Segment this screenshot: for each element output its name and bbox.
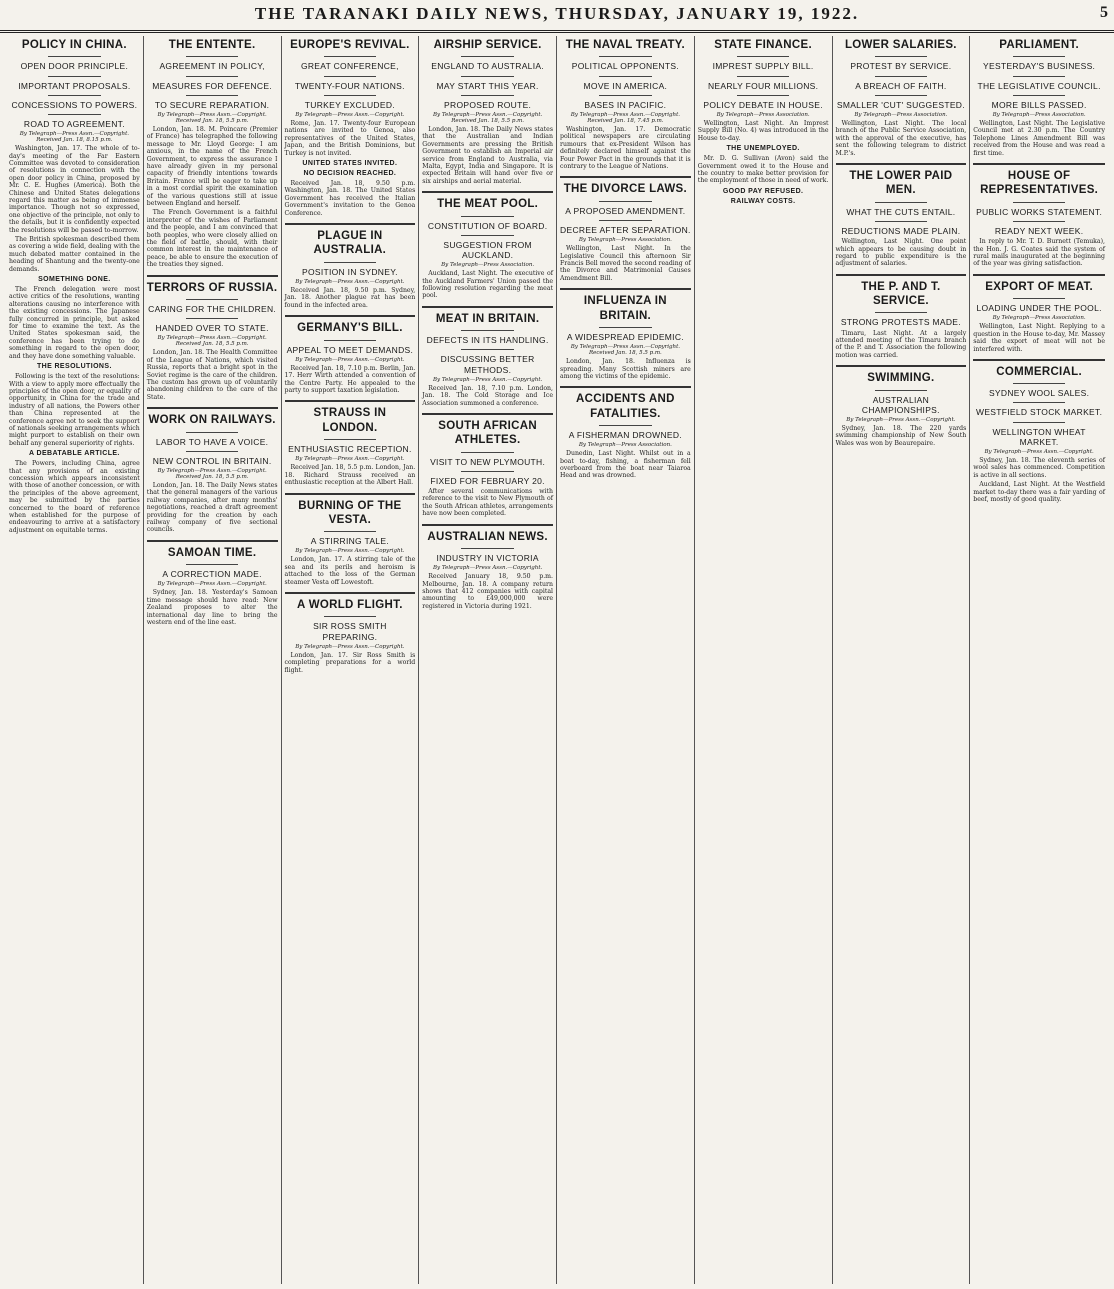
article-headline: STRAUSS IN LONDON. xyxy=(313,407,387,434)
article-subheading: WHAT THE CUTS ENTAIL. xyxy=(846,206,956,217)
wire-credit: By Telegraph—Press Association. xyxy=(854,111,948,118)
article-subheading: A FISHERMAN DROWNED. xyxy=(568,430,682,441)
article-subheading: WELLINGTON WHEAT MARKET. xyxy=(992,426,1086,447)
masthead-title: THE TARANAKI DAILY NEWS, THURSDAY, JANUARY 19, 1922. xyxy=(254,4,860,23)
section-divider xyxy=(285,315,416,317)
headline-rule xyxy=(1013,95,1066,96)
headline-rule xyxy=(875,221,927,222)
article-subheading: PROTEST BY SERVICE. xyxy=(850,61,952,72)
article-subheading: PUBLIC WORKS STATEMENT. xyxy=(976,206,1103,217)
headline-rule xyxy=(461,76,513,77)
headline-rule xyxy=(48,95,100,96)
headline-rule xyxy=(324,616,376,617)
article-subheading: YESTERDAY'S BUSINESS. xyxy=(983,61,1096,72)
article-subheading: A PROPOSED AMENDMENT. xyxy=(565,205,686,216)
article-paragraph: The French delegation were most active critics of the resolutions, wanting alterations causing no interference with the existing concessions. The Japanese fully concurred in principle, but asked for time to examine the text. As the United States spokesman said, the conference has been trying to do something in regard to the open door, and they have done something valuable. xyxy=(9,286,140,360)
article-subheading: MEASURES FOR DEFENCE. xyxy=(152,80,272,91)
article-subheading: VISIT TO NEW PLYMOUTH. xyxy=(430,456,546,467)
article-headline: THE MEAT POOL. xyxy=(437,198,539,211)
headline-rule xyxy=(186,76,238,77)
article-paragraph: The British spokesman described them as covering a wide field, dealing with the much debated matter contained in the heading of Shantung and the twenty-one demands. xyxy=(9,236,140,273)
headline-rule xyxy=(599,76,651,77)
section-divider xyxy=(285,592,416,594)
article-subheading: LOADING UNDER THE POOL. xyxy=(976,303,1102,314)
article-paragraph: Following is the text of the resolutions: With a view to apply more effectually the principles of the open door, or equality of opportunity, in China for the trade and industry of all nations, the Powers other than China represented at the conference agree not to seek the support of nationals seeking arrangements which might purport to establish on their own behalf any general superiority of rights. xyxy=(9,373,140,447)
column-3 xyxy=(282,36,420,1284)
headline-rule xyxy=(461,548,513,549)
headline-rule xyxy=(324,531,376,532)
article-subheading: FIXED FOR FEBRUARY 20. xyxy=(430,475,545,486)
wire-credit: By Telegraph—Press Assn.—Copyright. Received Jan. 18, 5.5 p.m. xyxy=(570,344,681,357)
article-headline: THE NAVAL TREATY. xyxy=(565,39,685,51)
article-subheading: DEFECTS IN ITS HANDLING. xyxy=(426,335,549,346)
section-divider xyxy=(147,540,278,542)
article-subheading: POLICY DEBATE IN HOUSE. xyxy=(703,99,823,110)
article-subheading: IMPORTANT PROPOSALS. xyxy=(18,80,131,91)
article-paragraph: Timaru, Last Night. At a largely attended meeting of the Timaru branch of the P. and T. Association the following motion was carried. xyxy=(835,329,967,359)
article-paragraph: London, Jan. 17. Sir Ross Smith is completing preparations for a world flight. xyxy=(284,651,416,674)
article-subheading: TURKEY EXCLUDED. xyxy=(304,99,395,110)
article-headline: GERMANY'S BILL. xyxy=(297,322,403,335)
column-1 xyxy=(6,36,144,1284)
wire-credit: By Telegraph—Press Association. xyxy=(578,237,672,244)
section-divider xyxy=(422,413,553,415)
headline-rule xyxy=(186,432,238,433)
article-subheading: CARING FOR THE CHILDREN. xyxy=(148,304,277,315)
article-paragraph: Washington, Jan. 17. Democratic political newspapers are circulating rumours that ex-President Wilson has definitely declared himself against the Four Power Pact in the grounds that it is contrary to the League of Nations. xyxy=(560,125,691,170)
section-divider xyxy=(973,274,1105,276)
section-divider xyxy=(836,163,967,165)
headline-rule xyxy=(599,201,651,202)
headline-rule xyxy=(875,202,927,203)
wire-credit: By Telegraph—Press Assn.—Copyright. xyxy=(295,548,405,555)
article-paragraph: London, Jan. 18. Influenza is spreading. Many Scottish miners are among the victims of the epidemic. xyxy=(560,358,691,380)
article-paragraph: Auckland, Last Night. The executive of the Auckland Farmers' Union passed the following resolution regarding the meat pool. xyxy=(422,270,553,300)
headline-rule xyxy=(324,439,376,440)
inline-subheading: THE UNEMPLOYED. xyxy=(726,145,800,153)
headline-rule xyxy=(461,235,513,236)
headline-rule xyxy=(461,216,513,217)
column-2 xyxy=(144,36,282,1284)
inline-subheading: THE RESOLUTIONS. xyxy=(36,363,112,371)
article-headline: THE P. AND T. SERVICE. xyxy=(861,280,941,308)
article-headline: A WORLD FLIGHT. xyxy=(297,599,403,612)
article-headline: ACCIDENTS AND FATALITIES. xyxy=(576,393,675,420)
article-paragraph: After several communications with reference to the visit to New Plymouth of the South African athletes, arrangements have now been completed. xyxy=(422,488,553,518)
article-subheading: ENGLAND TO AUSTRALIA. xyxy=(431,61,544,72)
wire-credit: By Telegraph—Press Assn.—Copyright. xyxy=(984,449,1094,456)
article-subheading: DISCUSSING BETTER METHODS. xyxy=(440,354,535,375)
headline-rule xyxy=(186,299,238,300)
article-subheading: A WIDESPREAD EPIDEMIC. xyxy=(566,331,684,342)
headline-rule xyxy=(324,262,376,263)
article-subheading: TWENTY-FOUR NATIONS. xyxy=(294,80,405,91)
article-subheading: TO SECURE REPARATION. xyxy=(154,99,270,110)
headline-rule xyxy=(1013,202,1066,203)
wire-credit: By Telegraph—Press Assn.—Copyright. xyxy=(295,643,405,650)
inline-subheading: A DEBATABLE ARTICLE. xyxy=(28,450,120,458)
headline-rule xyxy=(599,220,651,221)
column-6 xyxy=(695,36,833,1284)
section-divider xyxy=(147,275,278,277)
wire-credit: By Telegraph—Press Association. xyxy=(992,111,1086,118)
article-paragraph: The French Government is a faithful interpreter of the wishes of Parliament and the people, and I am convinced that both peoples, who were closely allied on the field of battle, should, with their common interest in the maintenance of peace, be able to ensure the execution of the treaties they signed. xyxy=(146,209,278,269)
headline-rule xyxy=(737,56,789,57)
headline-rule xyxy=(186,318,238,319)
column-8 xyxy=(970,36,1108,1284)
headline-rule xyxy=(599,95,651,96)
headline-rule xyxy=(737,95,789,96)
article-paragraph: Auckland, Last Night. At the Westfield market to-day there was a fair yarding of beef, mostly of good quality. xyxy=(973,481,1105,504)
column-7 xyxy=(833,36,971,1284)
section-divider xyxy=(422,306,553,308)
masthead xyxy=(0,0,1114,33)
wire-credit: By Telegraph—Press Assn.—Copyright. xyxy=(295,278,405,285)
article-subheading: APPEAL TO MEET DEMANDS. xyxy=(286,344,414,355)
section-divider xyxy=(560,176,691,178)
wire-credit: By Telegraph—Press Assn.—Copyright. xyxy=(846,417,956,424)
headline-rule xyxy=(599,327,651,328)
wire-credit: By Telegraph—Press Assn.—Copyright. xyxy=(295,456,405,463)
headline-rule xyxy=(875,312,927,313)
article-headline: WORK ON RAILWAYS. xyxy=(148,414,276,427)
article-paragraph: Mr. D. G. Sullivan (Avon) said the Government owed it to the House and the country to make better provision for the employment of those in need of work. xyxy=(697,155,829,185)
article-paragraph: Received Jan. 18, 9.50 p.m. Sydney, Jan. 18. Another plague rat has been found in the infected area. xyxy=(284,286,416,309)
article-headline: TERRORS OF RUSSIA. xyxy=(146,281,278,294)
article-paragraph: London, Jan. 18. The Daily News states that the Australian and Indian Governments are pressing the British Government to establish an Imperial air service from England to Australia, via Malta, Egypt, India and Singapore. It is expected Britain will hand over five or six airships and aerial material. xyxy=(422,125,553,185)
article-subheading: NEW CONTROL IN BRITAIN. xyxy=(152,455,272,466)
article-subheading: BASES IN PACIFIC. xyxy=(584,99,667,110)
article-paragraph: London, Jan. 18. The Health Committee of the League of Nations, which visited Russia, reports that a bright spot in the Soviet regime is the care of the children. The custom has grown up of voluntarily abandoning children to the care of the State. xyxy=(146,349,278,401)
wire-credit: By Telegraph—Press Assn.—Copyright. xyxy=(157,581,267,588)
column-5 xyxy=(557,36,695,1284)
article-headline: LOWER SALARIES. xyxy=(844,39,957,51)
article-paragraph: Wellington, Last Night. Replying to a question in the House to-day, Mr. Massey said the export of meat will not be interfered with. xyxy=(973,323,1105,353)
section-divider xyxy=(147,407,278,409)
article-subheading: DECREE AFTER SEPARATION. xyxy=(560,224,691,235)
article-subheading: CONCESSIONS TO POWERS. xyxy=(11,99,138,110)
wire-credit: By Telegraph—Press Assn.—Copyright. Received Jan. 18, 8.15 p.m. xyxy=(19,131,130,144)
article-subheading: A CORRECTION MADE. xyxy=(162,569,262,580)
article-subheading: THE LEGISLATIVE COUNCIL. xyxy=(977,80,1101,91)
article-subheading: NEARLY FOUR MILLIONS. xyxy=(707,80,819,91)
headline-rule xyxy=(599,56,651,57)
headline-rule xyxy=(875,76,927,77)
section-divider xyxy=(973,359,1105,361)
headline-rule xyxy=(1013,56,1066,57)
article-paragraph: Rome, Jan. 17. Twenty-four European nations are invited to Genoa, also representatives of the United States, Japan, and the British Dominions, but Turkey is not invited. xyxy=(284,119,416,157)
inline-subheading: UNITED STATES INVITED. xyxy=(302,159,398,167)
headline-rule xyxy=(186,56,238,57)
article-paragraph: London, Jan. 18. M. Poincare (Premier of France) has telegraphed the following message to Mr. Lloyd George: I am anxious, in the name of the French Government, to express the assurance I have already given in my personal capacity of friendly intentions towards Britain. France will be eager to take up in a most cordial spirit the examination of the various questions still at issue between England and herself. xyxy=(146,125,278,207)
wire-credit: By Telegraph—Press Assn.—Copyright. xyxy=(432,565,543,572)
article-headline: AUSTRALIAN NEWS. xyxy=(427,530,548,543)
article-subheading: REDUCTIONS MADE PLAIN. xyxy=(841,225,961,236)
article-paragraph: Washington, Jan. 17. The whole of to-day's meeting of the Far Eastern Committee was devoted to consideration of resolutions in connection with the open door policy in China, proposed by Mr. C. E. Hughes (America). Both the Chinese and United States delegations regard this matter as being of immense importance. Though not so expressed, one objective of the principle, not only to the details, but it is confidently expected the resolutions will be passed to-morrow. xyxy=(9,145,140,234)
article-subheading: AUSTRALIAN CHAMPIONSHIPS. xyxy=(861,394,940,415)
article-subheading: MAY START THIS YEAR. xyxy=(436,80,539,91)
wire-credit: By Telegraph—Press Assn.—Copyright. Received Jan. 18, 5.5 p.m. xyxy=(157,111,267,124)
headline-rule xyxy=(48,56,100,57)
wire-credit: By Telegraph—Press Association. xyxy=(992,315,1086,322)
article-subheading: INDUSTRY IN VICTORIA xyxy=(436,553,539,564)
headline-rule xyxy=(1013,76,1066,77)
article-headline: SOUTH AFRICAN ATHLETES. xyxy=(438,419,537,447)
article-subheading: POSITION IN SYDNEY. xyxy=(301,266,398,277)
headline-rule xyxy=(599,425,651,426)
article-paragraph: Dunedin, Last Night. Whilst out in a boat to-day, fishing, a fisherman fell overboard from the boat near Taiaroa Head and was drowned. xyxy=(560,450,691,480)
article-subheading: STRONG PROTESTS MADE. xyxy=(840,317,961,328)
headline-rule xyxy=(48,76,100,77)
wire-credit: By Telegraph—Press Assn.—Copyright. Received Jan. 18, 5.5 p.m. xyxy=(157,335,267,348)
headline-rule xyxy=(461,452,513,453)
article-paragraph: Sydney, Jan. 18. Yesterday's Samoan time message should have read: New Zealand proposes to alter the international day line to bring the western end of the line east. xyxy=(146,589,278,627)
inline-subheading: GOOD PAY REFUSED. xyxy=(722,187,804,195)
headline-rule xyxy=(324,95,376,96)
article-headline: INFLUENZA IN BRITAIN. xyxy=(583,295,667,322)
wire-credit: By Telegraph—Press Association. xyxy=(441,262,535,269)
article-subheading: CONSTITUTION OF BOARD. xyxy=(427,220,548,231)
article-subheading: MORE BILLS PASSED. xyxy=(991,99,1087,110)
article-subheading: READY NEXT WEEK. xyxy=(994,225,1084,236)
article-paragraph: Received Jan. 18, 7.10 p.m. Berlin, Jan. 17. Herr Wirth attended a convention of the Centre Party. He appealed to the party to support taxation legislation. xyxy=(284,364,416,394)
article-headline: EXPORT OF MEAT. xyxy=(985,280,1094,293)
headline-rule xyxy=(1013,221,1066,222)
headline-rule xyxy=(875,95,927,96)
section-divider xyxy=(836,274,967,276)
article-subheading: AGREEMENT IN POLICY, xyxy=(159,61,265,72)
article-subheading: SYDNEY WOOL SALES. xyxy=(988,388,1090,399)
article-subheading: PROPOSED ROUTE. xyxy=(444,99,532,110)
article-headline: SWIMMING. xyxy=(867,372,935,385)
headline-rule xyxy=(324,340,376,341)
article-paragraph: Received Jan. 18, 9.50 p.m. Washington, Jan. 18. The United States Government has received the Italian Government's invitation to the Genoa Conference. xyxy=(284,179,416,217)
article-paragraph: London, Jan. 18. The Daily News states that the general managers of the various railway companies, after many months' negotiations, reached a draft agreement providing for the creation by each railway company of five sectional councils. xyxy=(146,482,278,534)
headline-rule xyxy=(186,95,238,96)
article-headline: POLICY IN CHINA. xyxy=(21,39,127,51)
article-headline: THE DIVORCE LAWS. xyxy=(563,183,688,196)
headline-rule xyxy=(461,330,513,331)
article-headline: PLAGUE IN AUSTRALIA. xyxy=(313,230,387,257)
headline-rule xyxy=(461,95,513,96)
article-subheading: SUGGESTION FROM AUCKLAND. xyxy=(443,239,532,260)
headline-rule xyxy=(48,114,100,115)
article-headline: THE LOWER PAID MEN. xyxy=(849,169,953,197)
article-paragraph: The Powers, including China, agree that any provisions of an existing concession which appears inconsistent with those of another concession, or with the principles of the above agreement, may be submitted by the parties concerned to the board of reference when established for the purpose of endeavouring to arrive at a satisfactory adjustment on equitable terms. xyxy=(9,460,140,534)
wire-credit: By Telegraph—Press Assn.—Copyright. Received Jan. 18, 5.5 p.m. xyxy=(157,468,267,480)
wire-credit: By Telegraph—Press Association. xyxy=(716,111,810,118)
article-subheading: LABOR TO HAVE A VOICE. xyxy=(155,436,269,447)
article-headline: THE ENTENTE. xyxy=(168,39,256,51)
article-paragraph: Received January 18, 9.50 p.m. Melbourne, Jan. 18. A company return shows that 412 companies with capital amounting to £49,000,000 were registered in Victoria during 1921. xyxy=(422,573,553,610)
headline-rule xyxy=(186,564,238,565)
inline-subheading: NO DECISION REACHED. xyxy=(303,169,397,177)
article-paragraph: Wellington, Last Night. The Legislative Council met at 2.30 p.m. The Country Telephone Lines Amendment Bill was received from the House and was read a first time. xyxy=(973,119,1105,157)
article-paragraph: Received Jan. 18, 5.5 p.m. London, Jan. 18. Richard Strauss received an enthusiastic reception at the Albert Hall. xyxy=(284,464,416,487)
article-paragraph: Wellington, Last Night. One point which appears to be causing doubt in regard to public expenditure is the adjustment of salaries. xyxy=(835,238,967,268)
article-subheading: OPEN DOOR PRINCIPLE. xyxy=(20,61,129,72)
column-4 xyxy=(419,36,557,1284)
section-divider xyxy=(560,386,691,388)
article-subheading: SIR ROSS SMITH PREPARING. xyxy=(313,621,387,642)
headline-rule xyxy=(875,56,927,57)
article-headline: EUROPE'S REVIVAL. xyxy=(290,39,410,51)
headline-rule xyxy=(737,76,789,77)
article-subheading: ENTHUSIASTIC RECEPTION. xyxy=(288,444,412,455)
headline-rule xyxy=(324,56,376,57)
wire-credit: By Telegraph—Press Assn.—Copyright. xyxy=(295,111,405,118)
article-headline: BURNING OF THE VESTA. xyxy=(298,499,402,526)
inline-subheading: RAILWAY COSTS. xyxy=(730,197,796,205)
headline-rule xyxy=(186,451,238,452)
article-paragraph: Wellington, Last Night. An Imprest Supply Bill (No. 4) was introduced in the House to-day. xyxy=(697,119,829,142)
wire-credit: By Telegraph—Press Assn.—Copyright. xyxy=(432,376,543,383)
section-divider xyxy=(422,191,553,193)
headline-rule xyxy=(324,76,376,77)
inline-subheading: SOMETHING DONE. xyxy=(38,276,111,284)
headline-rule xyxy=(461,56,513,57)
article-subheading: POLITICAL OPPONENTS. xyxy=(571,61,679,72)
section-divider xyxy=(560,288,691,290)
section-divider xyxy=(285,493,416,495)
headline-rule xyxy=(1013,298,1066,299)
article-headline: PARLIAMENT. xyxy=(999,39,1079,51)
article-headline: MEAT IN BRITAIN. xyxy=(435,312,540,325)
article-subheading: MOVE IN AMERICA. xyxy=(583,80,668,91)
article-paragraph: Sydney, Jan. 18. The eleventh series of wool sales has commenced. Competition is active in all sections. xyxy=(973,457,1105,479)
section-divider xyxy=(836,365,967,367)
article-subheading: WESTFIELD STOCK MARKET. xyxy=(976,407,1103,418)
page-number: 5 xyxy=(1100,4,1108,21)
article-subheading: HANDED OVER TO STATE. xyxy=(155,323,269,334)
headline-rule xyxy=(1013,422,1066,423)
article-paragraph: London, Jan. 17. A stirring tale of the sea and its perils and heroism is attached to the loss of the German steamer Vesta off Lowestoft. xyxy=(284,556,416,586)
section-divider xyxy=(973,163,1105,165)
article-subheading: A BREACH OF FAITH. xyxy=(855,80,947,91)
section-divider xyxy=(285,223,416,225)
article-headline: COMMERCIAL. xyxy=(996,365,1082,378)
headline-rule xyxy=(461,471,513,472)
article-subheading: SMALLER 'CUT' SUGGESTED. xyxy=(836,99,965,110)
article-paragraph: Sydney, Jan. 18. The 220 yards swimming championship of New South Wales was won by Beaurepaire. xyxy=(835,425,967,447)
article-paragraph: Wellington, Last Night. In the Legislative Council this afternoon Sir Francis Bell moved the second reading of the Divorce and Matrimonial Causes Amendment Bill. xyxy=(560,245,691,282)
headline-rule xyxy=(1013,402,1066,403)
wire-credit: By Telegraph—Press Association. xyxy=(578,442,672,449)
article-headline: STATE FINANCE. xyxy=(714,39,812,51)
article-paragraph: In reply to Mr. T. D. Burnett (Temuka), the Hon. J. G. Coates said the system of rural mails inaugurated at the beginning of the year was giving satisfaction. xyxy=(973,238,1105,268)
article-headline: HOUSE OF REPRESENTATIVES. xyxy=(980,169,1099,197)
article-paragraph: Wellington, Last Night. The local branch of the Public Service Association, with the approval of the executive, has sent the following telegram to district M.P.'s. xyxy=(835,119,967,157)
section-divider xyxy=(285,400,416,402)
article-subheading: IMPREST SUPPLY BILL. xyxy=(712,61,814,72)
article-subheading: ROAD TO AGREEMENT. xyxy=(23,118,125,129)
article-subheading: A STIRRING TALE. xyxy=(310,536,389,547)
section-divider xyxy=(422,524,553,526)
wire-credit: By Telegraph—Press Assn.—Copyright. xyxy=(295,356,405,363)
wire-credit: By Telegraph—Press Assn.—Copyright. Received Jan. 18, 7.45 p.m. xyxy=(570,111,681,124)
wire-credit: By Telegraph—Press Assn.—Copyright. Received Jan. 18, 5.5 p.m. xyxy=(432,111,543,124)
headline-rule xyxy=(875,390,927,391)
columns-container xyxy=(6,36,1108,1284)
article-headline: SAMOAN TIME. xyxy=(167,546,257,559)
headline-rule xyxy=(461,349,513,350)
headline-rule xyxy=(1013,383,1066,384)
article-subheading: GREAT CONFERENCE, xyxy=(300,61,399,72)
article-headline: AIRSHIP SERVICE. xyxy=(433,39,542,51)
article-paragraph: Received Jan. 18, 7.10 p.m. London, Jan. 18. The Cold Storage and Ice Association summoned a conference. xyxy=(422,384,553,407)
